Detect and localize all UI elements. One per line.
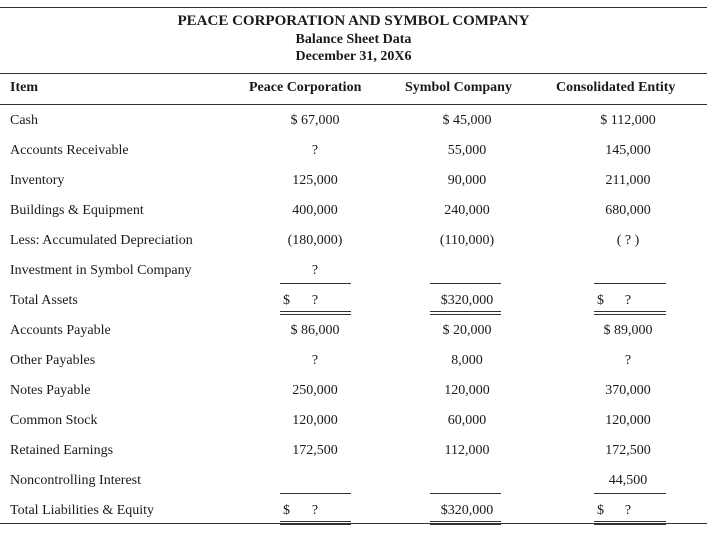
cell-value: 400,000 [292, 203, 338, 218]
single-underline [430, 283, 501, 284]
cell-value: ? [624, 353, 632, 368]
cell-value: 125,000 [292, 173, 338, 188]
single-underline [280, 493, 351, 494]
currency-symbol: $ [283, 293, 290, 308]
cell-value: ? [311, 293, 319, 308]
report-date: December 31, 20X6 [295, 49, 412, 64]
table-row [0, 375, 707, 405]
table-row [0, 135, 707, 165]
row-label: Investment in Symbol Company [10, 263, 192, 278]
table-row [0, 315, 707, 345]
currency-symbol: $ [597, 293, 604, 308]
cell-value: 55,000 [447, 143, 487, 158]
cell-value: ( ? ) [616, 233, 640, 248]
column-header-item: Item [10, 80, 38, 95]
cell-value: $320,000 [440, 503, 494, 518]
cell-value: ? [311, 263, 319, 278]
column-header-peace-corporation: Peace Corporation [249, 80, 362, 95]
row-label: Other Payables [10, 353, 96, 368]
cell-value: $ 45,000 [442, 113, 492, 128]
report-subtitle: Balance Sheet Data [295, 32, 412, 47]
single-underline [594, 283, 666, 284]
table-row [0, 165, 707, 195]
cell-value: 250,000 [292, 383, 338, 398]
row-label: Notes Payable [10, 383, 91, 398]
row-label: Accounts Payable [10, 323, 111, 338]
cell-value: 60,000 [447, 413, 487, 428]
row-label: Inventory [10, 173, 65, 188]
cell-value: ? [311, 353, 319, 368]
table-row [0, 225, 707, 255]
row-label: Total Liabilities & Equity [10, 503, 155, 518]
cell-value: 90,000 [447, 173, 487, 188]
cell-value: 120,000 [444, 383, 490, 398]
cell-value: 680,000 [605, 203, 651, 218]
cell-value: 112,000 [444, 443, 490, 458]
column-header-symbol-company: Symbol Company [405, 80, 512, 95]
table-row [0, 465, 707, 495]
report-title: PEACE CORPORATION AND SYMBOL COMPANY [177, 13, 530, 29]
cell-value: 145,000 [605, 143, 651, 158]
cell-value: 240,000 [444, 203, 490, 218]
table-row [0, 435, 707, 465]
row-label: Total Assets [10, 293, 78, 308]
cell-value: ? [311, 143, 319, 158]
currency-symbol: $ [597, 503, 604, 518]
table-row [0, 195, 707, 225]
table-row [0, 495, 707, 525]
row-label: Buildings & Equipment [10, 203, 144, 218]
cell-value: ? [311, 503, 319, 518]
cell-value: $ 20,000 [442, 323, 492, 338]
row-label: Less: Accumulated Depreciation [10, 233, 193, 248]
cell-value: ? [624, 503, 632, 518]
cell-value: 172,500 [292, 443, 338, 458]
cell-value: $ 89,000 [603, 323, 653, 338]
cell-value: 8,000 [451, 353, 483, 368]
cell-value: 370,000 [605, 383, 651, 398]
cell-value: 120,000 [292, 413, 338, 428]
table-row [0, 255, 707, 285]
cell-value: $ 86,000 [290, 323, 340, 338]
cell-value: 172,500 [605, 443, 651, 458]
cell-value: (180,000) [287, 233, 343, 248]
cell-value: $ 112,000 [600, 113, 656, 128]
cell-value: ? [624, 293, 632, 308]
currency-symbol: $ [283, 503, 290, 518]
table-row [0, 105, 707, 135]
cell-value: $320,000 [440, 293, 494, 308]
cell-value: 44,500 [608, 473, 648, 488]
row-label: Common Stock [10, 413, 98, 428]
single-underline [594, 493, 666, 494]
single-underline [430, 493, 501, 494]
table-row [0, 345, 707, 375]
table-bottom-rule [0, 523, 707, 524]
cell-value: 120,000 [605, 413, 651, 428]
column-header-consolidated-entity: Consolidated Entity [556, 80, 676, 95]
table-row [0, 285, 707, 315]
cell-value: 211,000 [605, 173, 651, 188]
row-label: Noncontrolling Interest [10, 473, 142, 488]
table-row [0, 405, 707, 435]
row-label: Cash [10, 113, 38, 128]
cell-value: (110,000) [439, 233, 495, 248]
header-top-rule [0, 73, 707, 74]
single-underline [280, 283, 351, 284]
top-rule [0, 7, 707, 8]
cell-value: $ 67,000 [290, 113, 340, 128]
row-label: Accounts Receivable [10, 143, 129, 158]
row-label: Retained Earnings [10, 443, 114, 458]
